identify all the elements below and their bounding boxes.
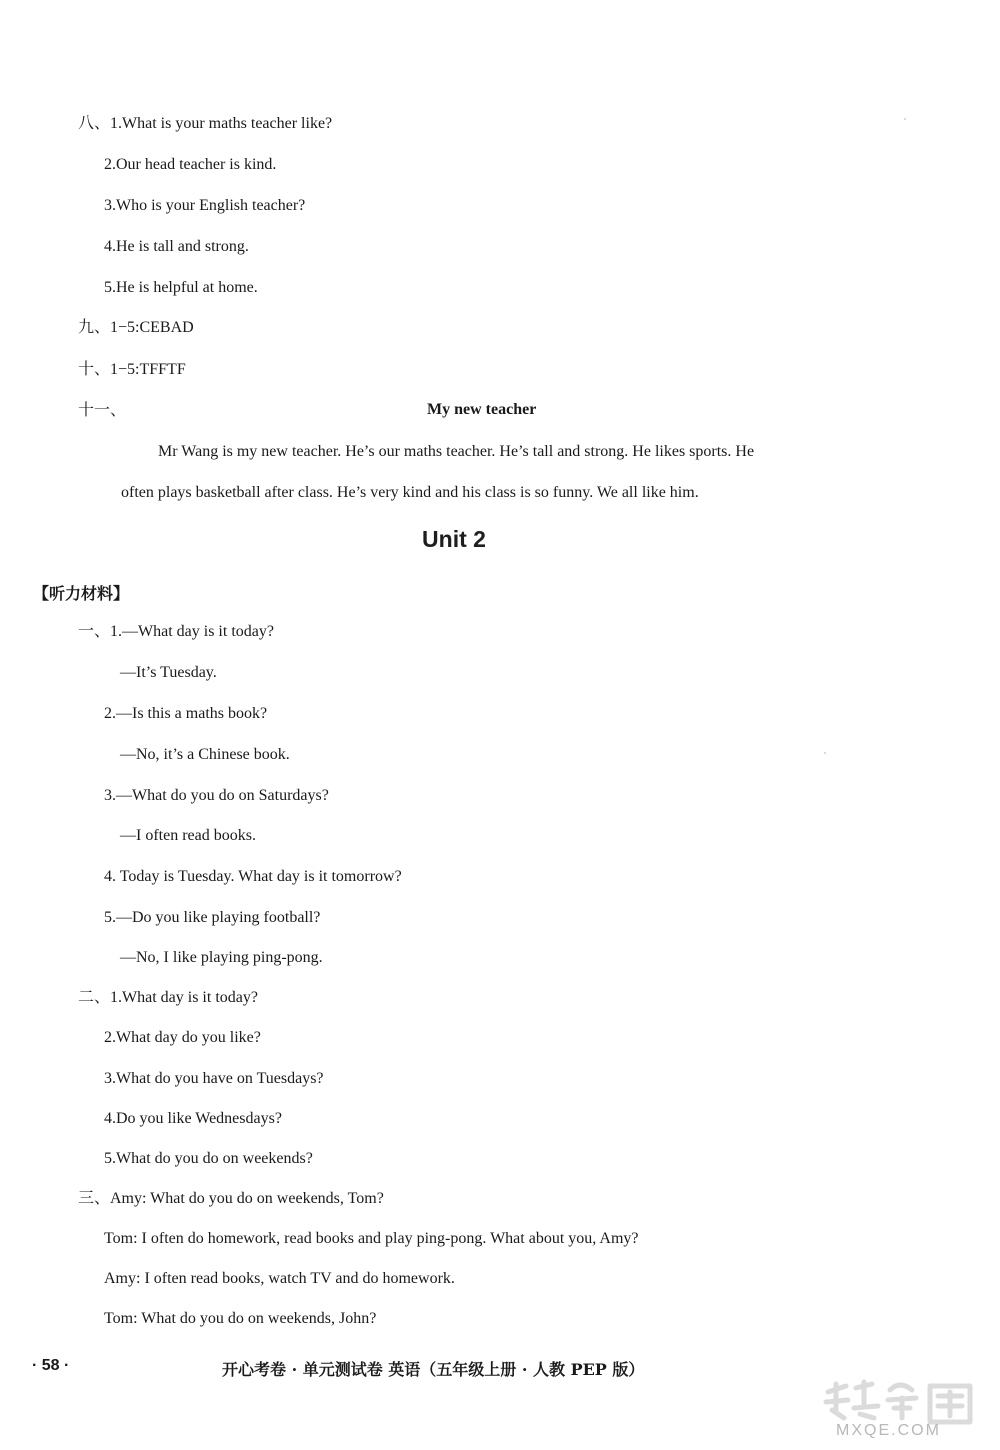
answer-line-8-5: 5.He is helpful at home. — [104, 279, 258, 296]
scan-speck — [824, 752, 826, 754]
listening-line: —No, I like playing ping-pong. — [120, 949, 323, 966]
listening-line: Tom: What do you do on weekends, John? — [104, 1310, 377, 1327]
unit-title: Unit 2 — [422, 526, 486, 552]
listening-line: 2.—Is this a maths book? — [104, 705, 268, 722]
listening-line: 4.Do you like Wednesdays? — [104, 1110, 282, 1127]
page-number: · 58 · — [32, 1357, 70, 1374]
answer-line-11-label: 十一、 — [78, 402, 127, 419]
answer-line-10: 十、1−5:TFFTF — [78, 361, 186, 378]
listening-line: Tom: I often do homework, read books and play ping-pong. What about you, Amy? — [104, 1230, 639, 1247]
listening-line: 4. Today is Tuesday. What day is it tomorrow? — [104, 868, 402, 885]
listening-line: 一、1.—What day is it today? — [78, 623, 274, 640]
essay-title: My new teacher — [427, 401, 537, 418]
listening-line: 3.—What do you do on Saturdays? — [104, 787, 329, 804]
answer-line-8-1: 八、1.What is your maths teacher like? — [78, 115, 333, 132]
listening-line: 5.What do you do on weekends? — [104, 1150, 313, 1167]
listening-line: 3.What do you have on Tuesdays? — [104, 1070, 324, 1087]
listening-line: 二、1.What day is it today? — [78, 989, 258, 1006]
section-heading: 【听力材料】 — [33, 584, 130, 603]
listening-line: 2.What day do you like? — [104, 1029, 261, 1046]
answer-line-9: 九、1−5:CEBAD — [78, 319, 194, 336]
listening-line: Amy: I often read books, watch TV and do homework. — [104, 1270, 455, 1287]
answer-line-8-3: 3.Who is your English teacher? — [104, 197, 306, 214]
listening-line: 5.—Do you like playing football? — [104, 909, 321, 926]
essay-line-1: Mr Wang is my new teacher. He’s our maths teacher. He’s tall and strong. He likes sports. He — [158, 443, 755, 460]
answer-line-8-4: 4.He is tall and strong. — [104, 238, 249, 255]
book-title: 开心考卷 · 单元测试卷 英语（五年级上册 · 人教 PEP 版） — [222, 1360, 645, 1379]
answer-line-8-2: 2.Our head teacher is kind. — [104, 156, 277, 173]
essay-line-2: often plays basketball after class. He’s very kind and his class is so funny. We all like him. — [121, 484, 699, 501]
watermark-site-text: MXQE.COM — [836, 1422, 941, 1439]
listening-line: 三、Amy: What do you do on weekends, Tom? — [78, 1190, 384, 1207]
listening-line: —I often read books. — [120, 827, 256, 844]
scan-speck — [904, 118, 906, 120]
listening-line: —No, it’s a Chinese book. — [120, 746, 290, 763]
listening-line: —It’s Tuesday. — [120, 664, 217, 681]
